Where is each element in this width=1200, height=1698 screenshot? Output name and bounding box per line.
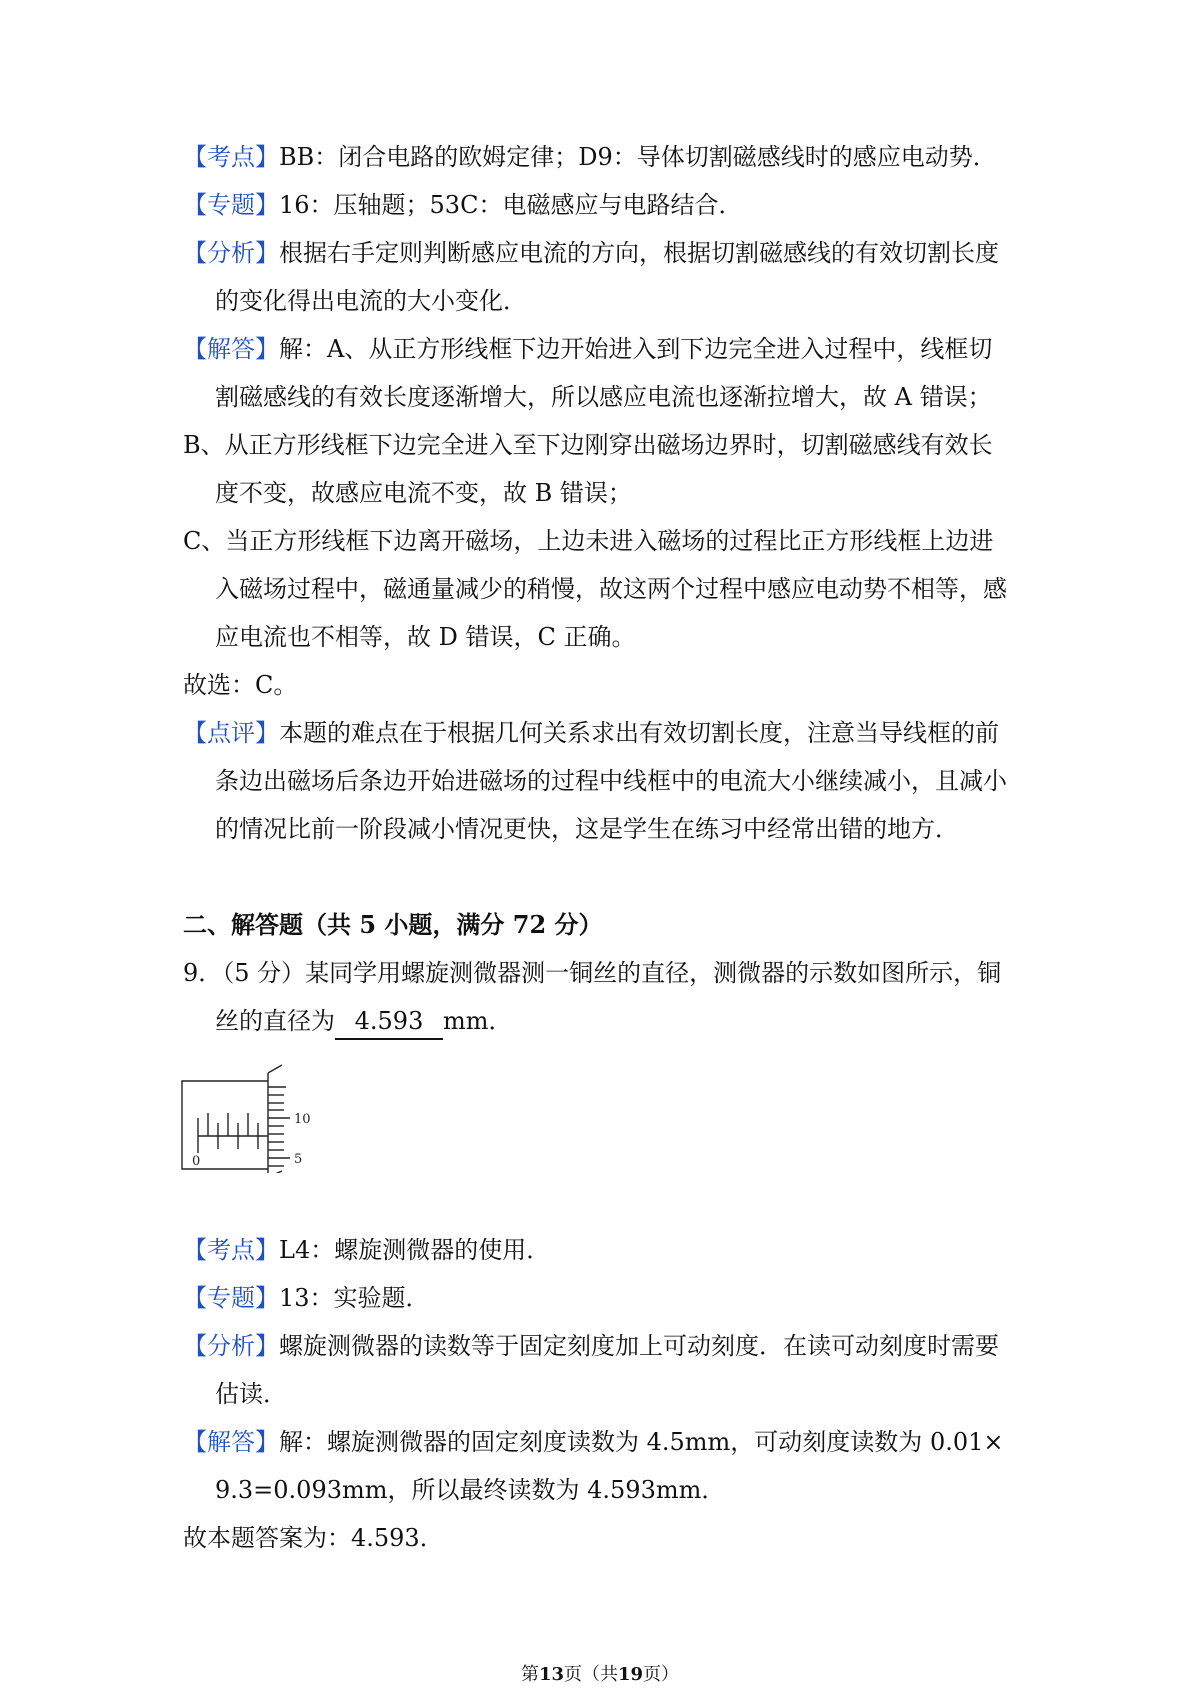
scale-label-10: 10 xyxy=(294,1112,311,1127)
q9-jieda-text: 解：螺旋测微器的固定刻度读数为 4.5mm，可动刻度读数为 0.01× xyxy=(279,1428,1004,1456)
fenxi-tag: 【分析】 xyxy=(183,239,279,267)
option-c-line-3: 应电流也不相等，故 D 错误，C 正确。 xyxy=(215,623,636,651)
q9-fenxi-text: 螺旋测微器的读数等于固定刻度加上可动刻度．在读可动刻度时需要 xyxy=(279,1332,999,1360)
q9-jieda-line xyxy=(183,1425,1033,1459)
zhuanti-line xyxy=(183,188,1033,222)
q9-fenxi-tag: 【分析】 xyxy=(183,1332,279,1360)
q9-jieda-tag: 【解答】 xyxy=(183,1428,279,1456)
dianping-text: 本题的难点在于根据几何关系求出有效切割长度，注意当导线框的前 xyxy=(279,719,999,747)
kaodian-line xyxy=(183,140,1033,174)
option-b-line-2: 度不变，故感应电流不变，故 B 错误； xyxy=(215,479,632,507)
q9-final-answer: 故本题答案为：4.593． xyxy=(183,1524,444,1552)
page-footer xyxy=(0,1660,1200,1686)
micrometer-diagram xyxy=(180,1063,335,1173)
option-b-line: B、从正方形线框下边完全进入至下边刚穿出磁场边界时，切割磁感线有效长 xyxy=(183,431,993,459)
jieda-tag: 【解答】 xyxy=(183,335,279,363)
footer-total-pages: 19 xyxy=(618,1664,644,1685)
q9-kaodian-tag: 【考点】 xyxy=(183,1236,279,1264)
q9-fenxi-line-2: 估读． xyxy=(215,1380,287,1408)
thimble-bottom-curve xyxy=(268,1171,282,1173)
dianping-line xyxy=(183,716,1033,750)
micrometer-figure xyxy=(180,1063,335,1173)
q9-kaodian-line xyxy=(183,1233,1033,1267)
question-9-prefix: 丝的直径为 xyxy=(215,1007,335,1035)
option-c-line: C、当正方形线框下边离开磁场，上边未进入磁场的过程比正方形线框上边进 xyxy=(183,527,994,555)
question-9-line-2 xyxy=(215,1004,1065,1040)
footer-mid: 页（共 xyxy=(564,1664,618,1685)
jieda-line-2: 割磁感线的有效长度逐渐增大，所以感应电流也逐渐拉增大，故 A 错误； xyxy=(215,383,992,411)
q9-fenxi-line xyxy=(183,1329,1033,1363)
q9-kaodian-text: L4：螺旋测微器的使用． xyxy=(279,1236,551,1264)
kaodian-tag: 【考点】 xyxy=(183,143,279,171)
q9-zhuanti-tag: 【专题】 xyxy=(183,1284,279,1312)
scale-label-5: 5 xyxy=(294,1152,303,1167)
footer-page-number: 13 xyxy=(538,1664,564,1685)
fenxi-line-2: 的变化得出电流的大小变化． xyxy=(215,287,527,315)
dianping-line-2: 条边出磁场后条边开始进磁场的过程中线框中的电流大小继续减小，且减小 xyxy=(215,767,1007,795)
q9-zhuanti-line xyxy=(183,1281,1033,1315)
dianping-line-3: 的情况比前一阶段减小情况更快，这是学生在练习中经常出错的地方． xyxy=(215,815,959,843)
scale-label-0: 0 xyxy=(192,1154,201,1169)
guxuan-line: 故选：C。 xyxy=(183,671,298,699)
option-c-line-2: 入磁场过程中，磁通量减少的稍慢，故这两个过程中感应电动势不相等，感 xyxy=(215,575,1007,603)
footer-pre: 第 xyxy=(520,1664,539,1685)
section-title: 二、解答题（共 5 小题，满分 72 分） xyxy=(183,910,603,939)
answer-unit: mm． xyxy=(443,1007,513,1035)
footer-post: 页） xyxy=(643,1664,680,1685)
dianping-tag: 【点评】 xyxy=(183,719,279,747)
fenxi-line xyxy=(183,236,1033,270)
q9-zhuanti-text: 13：实验题． xyxy=(279,1284,430,1312)
answer-blank: 4.593 xyxy=(335,1004,443,1040)
jieda-text: 解：A、从正方形线框下边开始进入到下边完全进入过程中，线框切 xyxy=(279,335,993,363)
kaodian-text: BB：闭合电路的欧姆定律；D9：导体切割磁感线时的感应电动势． xyxy=(279,143,997,171)
fenxi-text: 根据右手定则判断感应电流的方向，根据切割磁感线的有效切割长度 xyxy=(279,239,999,267)
q9-jieda-line-2: 9.3=0.093mm，所以最终读数为 4.593mm． xyxy=(215,1476,726,1504)
jieda-line xyxy=(183,332,1033,366)
zhuanti-tag: 【专题】 xyxy=(183,191,279,219)
zhuanti-text: 16：压轴题；53C：电磁感应与电路结合． xyxy=(279,191,743,219)
thimble-top-curve xyxy=(268,1065,282,1073)
question-9-line: 9．（5 分）某同学用螺旋测微器测一铜丝的直径，测微器的示数如图所示，铜 xyxy=(183,959,1002,987)
